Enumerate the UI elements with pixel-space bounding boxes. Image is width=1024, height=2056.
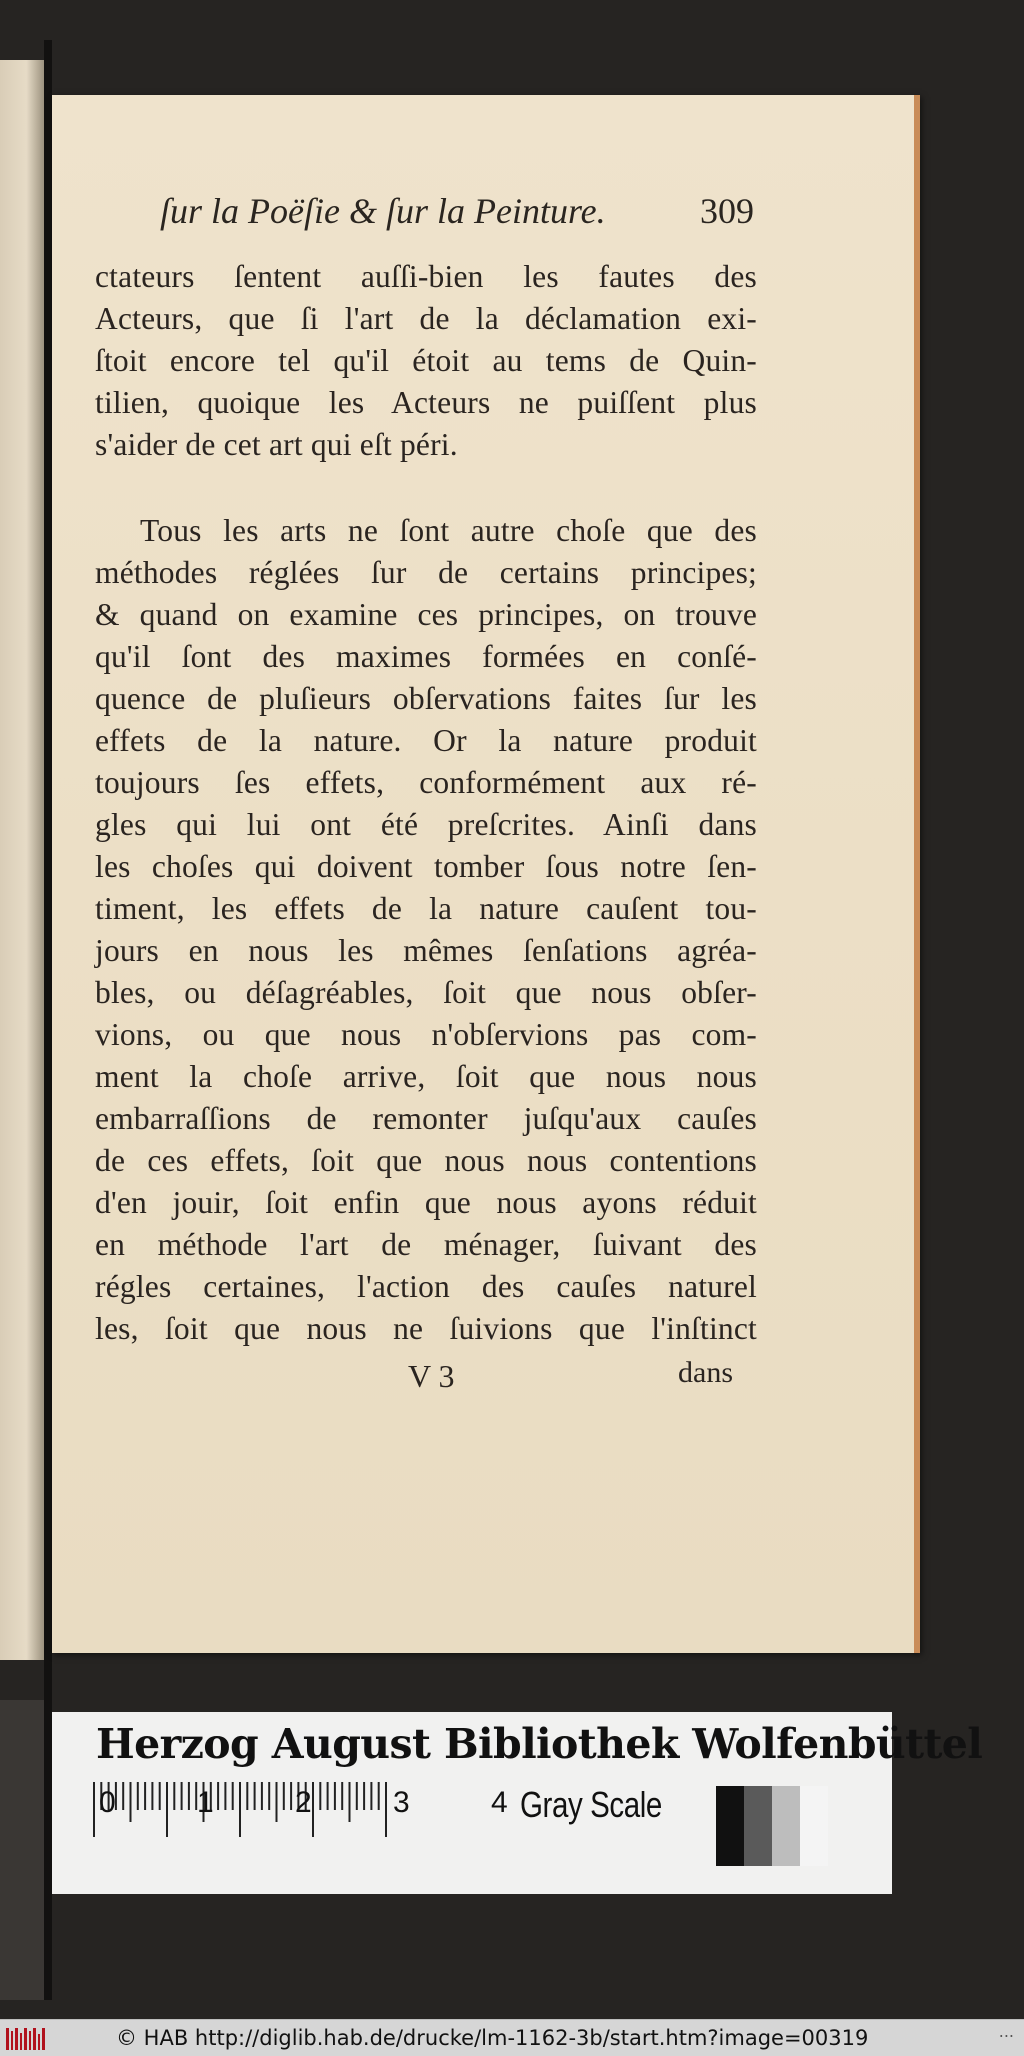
paragraph-2 bbox=[95, 510, 757, 1350]
page-text bbox=[95, 256, 757, 1350]
catchword: dans bbox=[678, 1356, 733, 1389]
text-line: gles qui lui ont été preſcrites. Ainſi dans bbox=[95, 807, 757, 842]
text-line: en méthode l'art de ménager, ſuivant des bbox=[95, 1227, 757, 1262]
gray-swatch bbox=[744, 1786, 772, 1866]
text-line: bles, ou déſagréables, ſoit que nous obſer- bbox=[95, 975, 757, 1010]
text-line: ſtoit encore tel qu'il étoit au tems de Quin- bbox=[95, 343, 757, 378]
text-line: s'aider de cet art qui eſt péri. bbox=[95, 427, 458, 462]
running-head: ſur la Poëſie & ſur la Peinture. bbox=[160, 191, 606, 231]
text-line: ment la choſe arrive, ſoit que nous nous bbox=[95, 1059, 757, 1094]
text-line: ctateurs ſentent auſſi-bien les fautes des bbox=[95, 259, 757, 294]
text-line: toujours ſes effets, conformément aux ré- bbox=[95, 765, 757, 800]
text-line: Tous les arts ne ſont autre choſe que des bbox=[140, 513, 757, 548]
text-line: timent, les effets de la nature cauſent tou- bbox=[95, 891, 757, 926]
ruler-number: 1 bbox=[197, 1786, 214, 1819]
facing-page-edge bbox=[0, 60, 44, 1660]
text-line: tilien, quoique les Acteurs ne puiſſent plus bbox=[95, 385, 757, 420]
text-line: de ces effets, ſoit que nous nous contentions bbox=[95, 1143, 757, 1178]
more-menu-icon[interactable]: ... bbox=[998, 2022, 1014, 2041]
color-calibration-card bbox=[52, 1712, 983, 1894]
text-line: les, ſoit que nous ne ſuivions que l'inſtinct bbox=[95, 1311, 757, 1346]
signature-mark: V 3 bbox=[408, 1358, 455, 1394]
ruler-number: 4 bbox=[491, 1786, 508, 1819]
text-line: Acteurs, que ſi l'art de la déclamation exi- bbox=[95, 301, 757, 336]
library-name: Herzog August Bibliothek Wolfenbüttel bbox=[96, 1720, 983, 1768]
copyright-url[interactable]: © HAB http://diglib.hab.de/drucke/lm-1162-3b/start.htm?image=00319 bbox=[116, 2026, 869, 2050]
page-number: 309 bbox=[700, 191, 754, 231]
ruler-numbers bbox=[52, 1786, 508, 1820]
text-line: méthodes réglées ſur de certains principes; bbox=[95, 555, 757, 590]
gray-swatch bbox=[800, 1786, 828, 1866]
book-gutter bbox=[44, 40, 52, 2000]
facing-page-edge-lower bbox=[0, 1700, 44, 2000]
text-line: embarraſſions de remonter juſqu'aux cauſes bbox=[95, 1101, 757, 1136]
ruler-number: 3 bbox=[393, 1786, 410, 1819]
hab-logo-icon bbox=[6, 2028, 46, 2050]
gray-swatch bbox=[772, 1786, 800, 1866]
text-line: effets de la nature. Or la nature produit bbox=[95, 723, 757, 758]
gray-swatch bbox=[716, 1786, 744, 1866]
text-line: les choſes qui doivent tomber ſous notre ſen- bbox=[95, 849, 757, 884]
ruler-number: 0 bbox=[99, 1786, 116, 1819]
text-line: régles certaines, l'action des cauſes naturel bbox=[95, 1269, 757, 1304]
ruler-number: 2 bbox=[295, 1786, 312, 1819]
footer-bar bbox=[0, 2019, 1024, 2056]
paragraph-1 bbox=[95, 256, 757, 466]
gray-scale-label: Gray Scale bbox=[520, 1784, 662, 1825]
text-line: jours en nous les mêmes ſenſations agréa- bbox=[95, 933, 757, 968]
text-line: qu'il ſont des maximes formées en conſé- bbox=[95, 639, 757, 674]
text-line: d'en jouir, ſoit enfin que nous ayons réduit bbox=[95, 1185, 757, 1220]
text-line: vions, ou que nous n'obſervions pas com- bbox=[95, 1017, 757, 1052]
text-line: quence de pluſieurs obſervations faites ſur les bbox=[95, 681, 757, 716]
paragraph-gap bbox=[95, 466, 757, 510]
text-line: & quand on examine ces principes, on trouve bbox=[95, 597, 757, 632]
